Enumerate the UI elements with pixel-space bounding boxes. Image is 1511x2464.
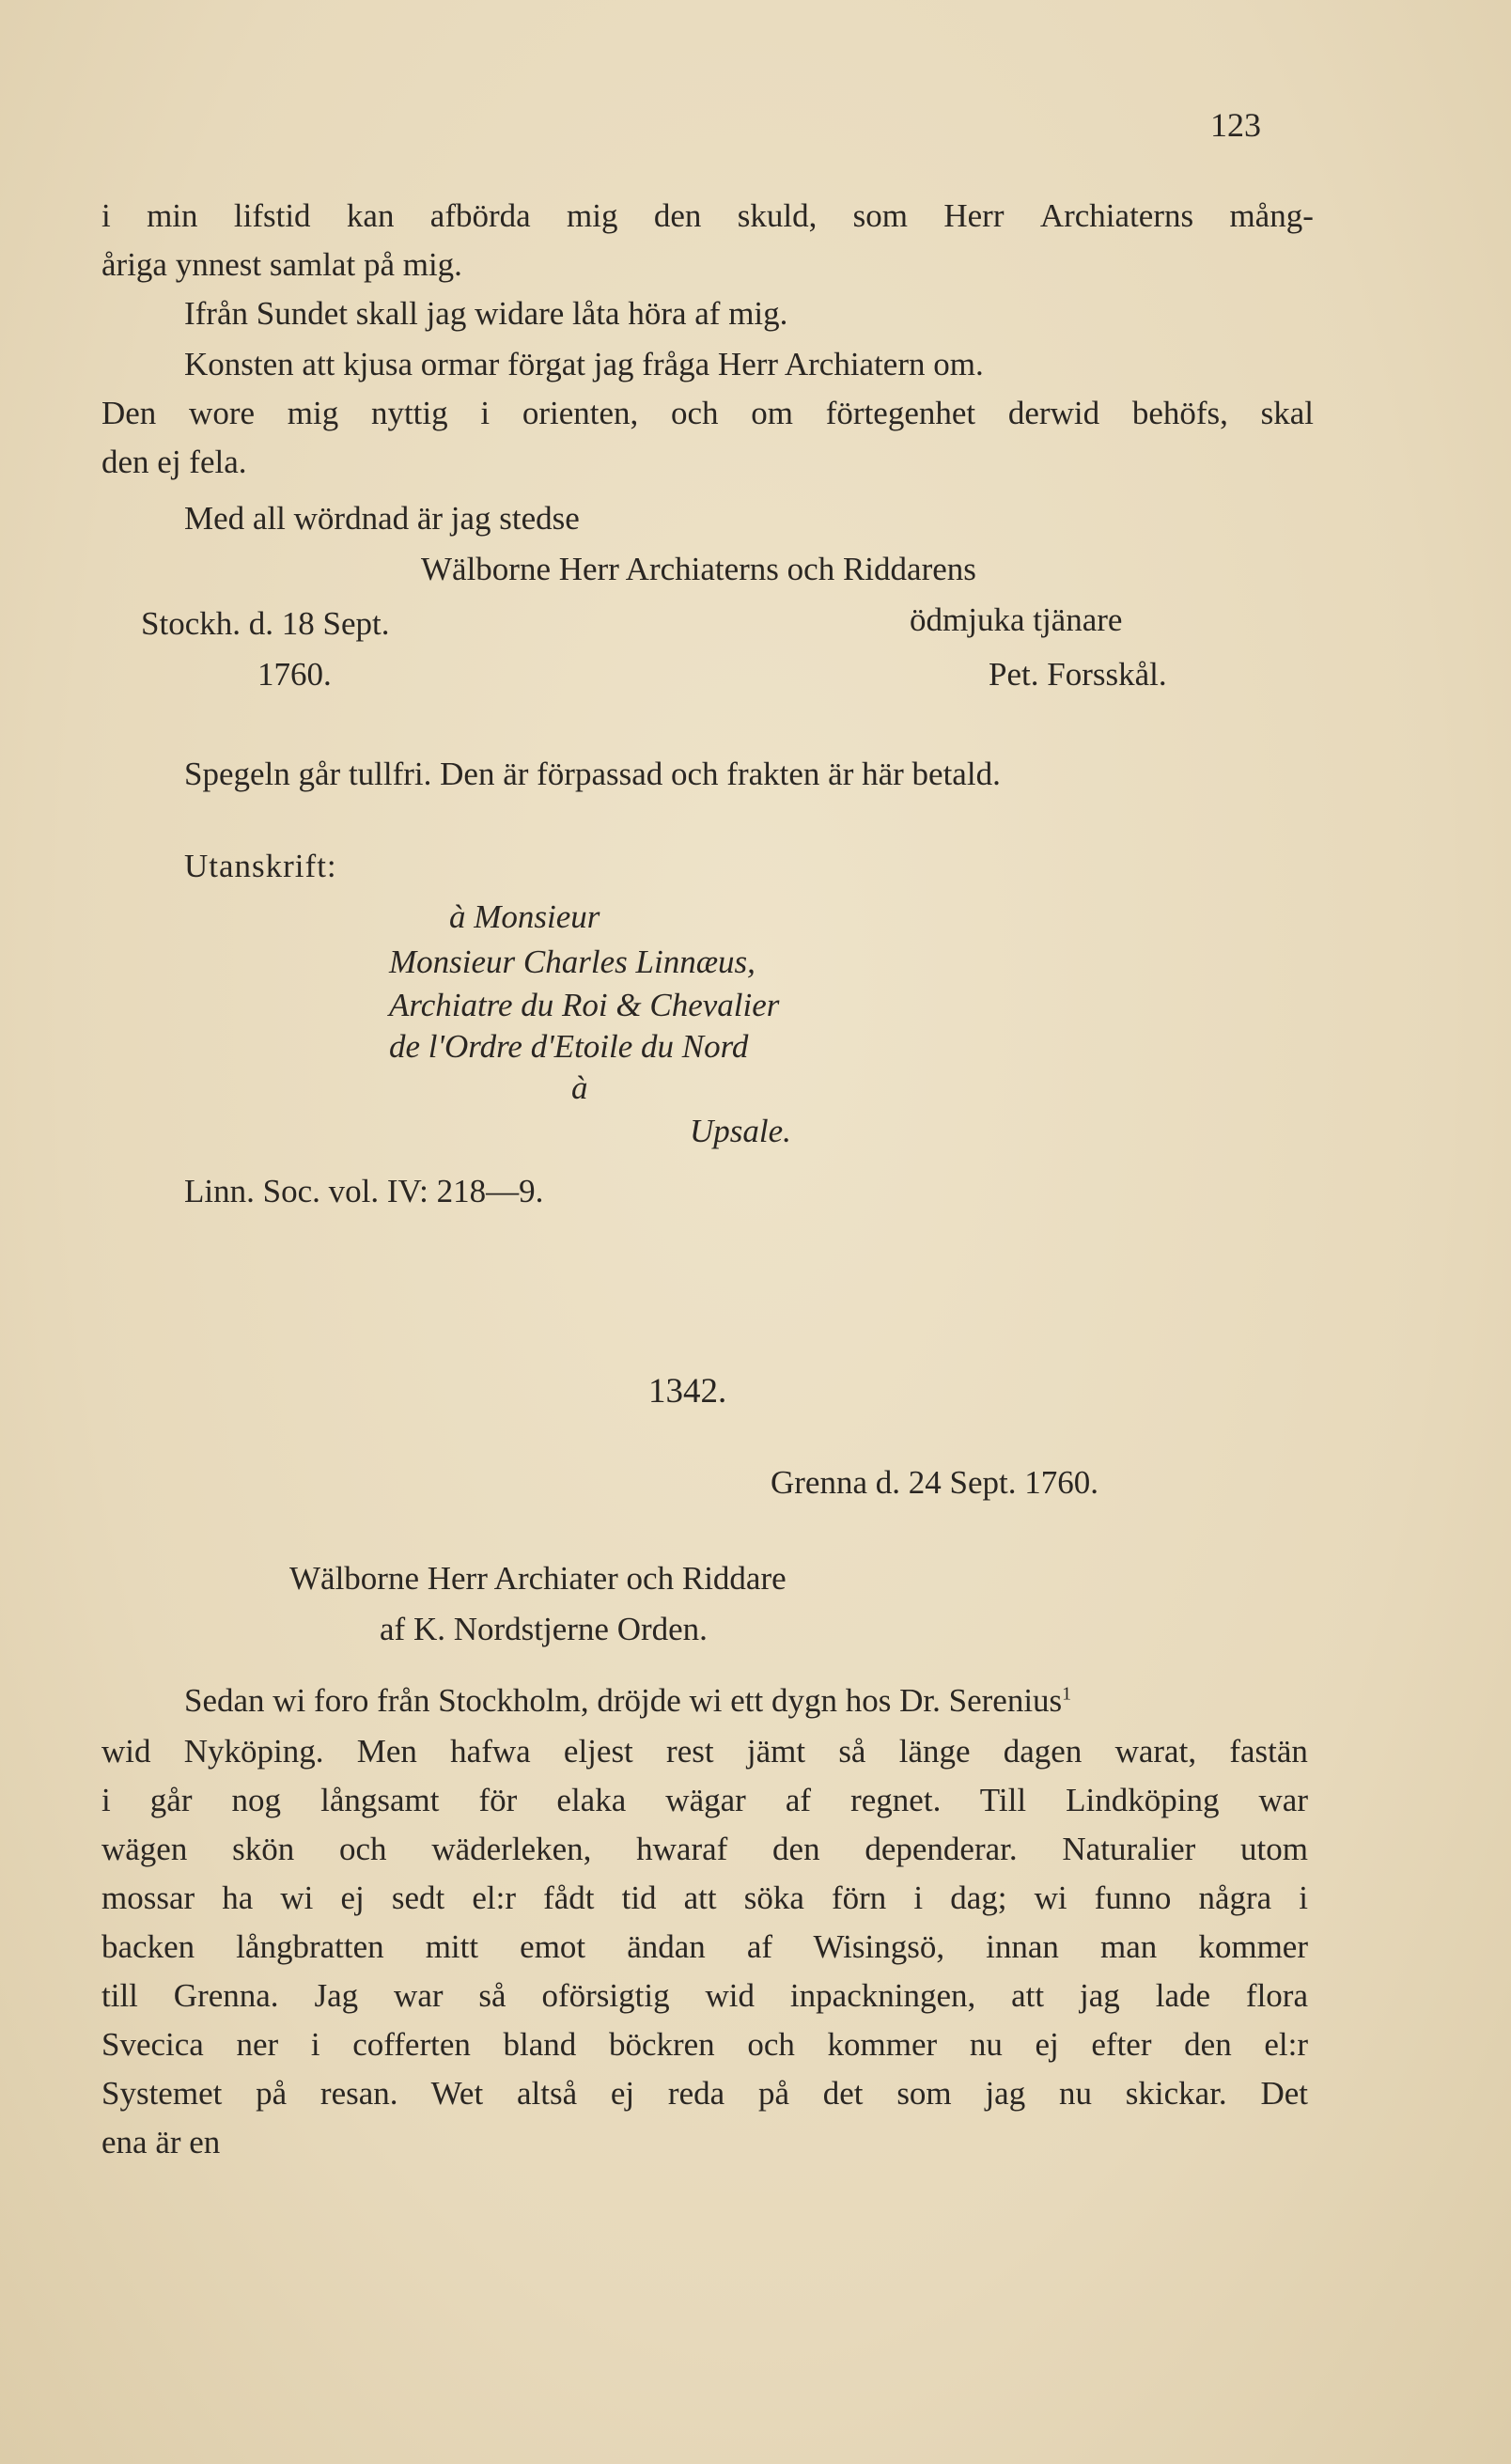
word: afbörda — [429, 197, 531, 234]
text-line: Systemet på resan. Wet altså ej reda på det som jag nu skickar. Det — [101, 2075, 1308, 2112]
word: mång- — [1229, 197, 1314, 234]
text-line: i går nog långsamt för elaka wägar af regnet. Till Lindköping war — [101, 1782, 1308, 1818]
address-line: à Monsieur — [449, 898, 600, 935]
word: hafwa — [450, 1733, 531, 1770]
word: eljest — [563, 1733, 633, 1770]
address-line: Archiatre du Roi & Chevalier — [389, 987, 780, 1023]
archive-reference: Linn. Soc. vol. IV: 218—9. — [184, 1173, 544, 1209]
text-line: backen långbratten mitt emot ändan af Wisingsö, innan man kommer — [101, 1928, 1308, 1965]
text-line: Ifrån Sundet skall jag widare låta höra af mig. — [184, 295, 788, 332]
text-line: wägen skön och wäderleken, hwaraf den dependerar. Naturalier utom — [101, 1831, 1308, 1867]
salutation: af K. Nordstjerne Orden. — [380, 1611, 708, 1647]
word: kan — [346, 197, 395, 234]
signature: Pet. Forsskål. — [989, 656, 1167, 693]
word: Herr — [943, 197, 1005, 234]
closing-year: 1760. — [257, 656, 332, 693]
closing-place-date: Stockh. d. 18 Sept. — [141, 605, 390, 642]
word: min — [147, 197, 198, 234]
word: fastän — [1229, 1733, 1308, 1770]
word: rest — [666, 1733, 714, 1770]
word: dagen — [1003, 1733, 1083, 1770]
closing-addressee: Wälborne Herr Archiaterns och Riddarens — [421, 551, 976, 587]
text-line: den ej fela. — [101, 444, 247, 480]
word: lifstid — [233, 197, 311, 234]
word: Nyköping. — [183, 1733, 324, 1770]
word: den — [653, 197, 702, 234]
dateline: Grenna d. 24 Sept. 1760. — [771, 1464, 1098, 1501]
text-line: Svecica ner i cofferten bland böckren och kommer nu ej efter den el:r — [101, 2026, 1308, 2063]
address-line: à — [571, 1069, 588, 1106]
text-line: Konsten att kjusa ormar förgat jag fråga Herr Archiatern om. — [184, 346, 984, 382]
text-line: mossar ha wi ej sedt el:r fådt tid att söka förn i dag; wi funno några i — [101, 1879, 1308, 1916]
text-line-content: Sedan wi foro från Stockholm, dröjde wi ett dygn hos Dr. Serenius — [184, 1682, 1063, 1719]
closing-humble: ödmjuka tjänare — [910, 601, 1123, 638]
word: skuld, — [737, 197, 818, 234]
text-line: till Grenna. Jag war så oförsigtig wid inpackningen, att jag lade flora — [101, 1977, 1308, 2014]
text-line: åriga ynnest samlat på mig. — [101, 246, 462, 283]
salutation: Wälborne Herr Archiater och Riddare — [289, 1560, 787, 1597]
postscript: Spegeln går tullfri. Den är förpassad och frakten är här betald. — [184, 756, 1001, 792]
word: Men — [356, 1733, 417, 1770]
text-line: Den wore mig nyttig i orienten, och om förtegenhet derwid behöfs, skal — [101, 395, 1314, 431]
page-number: 123 — [1210, 106, 1261, 144]
word: mig — [567, 197, 618, 234]
word: jämt — [746, 1733, 806, 1770]
outside-label: Utanskrift: — [184, 848, 337, 884]
word: warat, — [1114, 1733, 1197, 1770]
word: länge — [898, 1733, 971, 1770]
letter-number: 1342. — [648, 1372, 727, 1411]
address-line: de l'Ordre d'Etoile du Nord — [389, 1028, 749, 1065]
address-line: Monsieur Charles Linnæus, — [389, 943, 756, 980]
word: som — [852, 197, 909, 234]
word: så — [838, 1733, 866, 1770]
address-line: Upsale. — [690, 1113, 791, 1149]
text-line — [101, 1735, 1308, 1768]
word: wid — [101, 1733, 151, 1770]
footnote-marker: 1 — [1062, 1683, 1072, 1705]
word: i — [101, 197, 111, 234]
text-line — [101, 199, 1314, 232]
closing-greeting: Med all wördnad är jag stedse — [184, 500, 580, 537]
text-line — [184, 1684, 1071, 1717]
text-line: ena är en — [101, 2124, 221, 2160]
word: Archiaterns — [1039, 197, 1194, 234]
